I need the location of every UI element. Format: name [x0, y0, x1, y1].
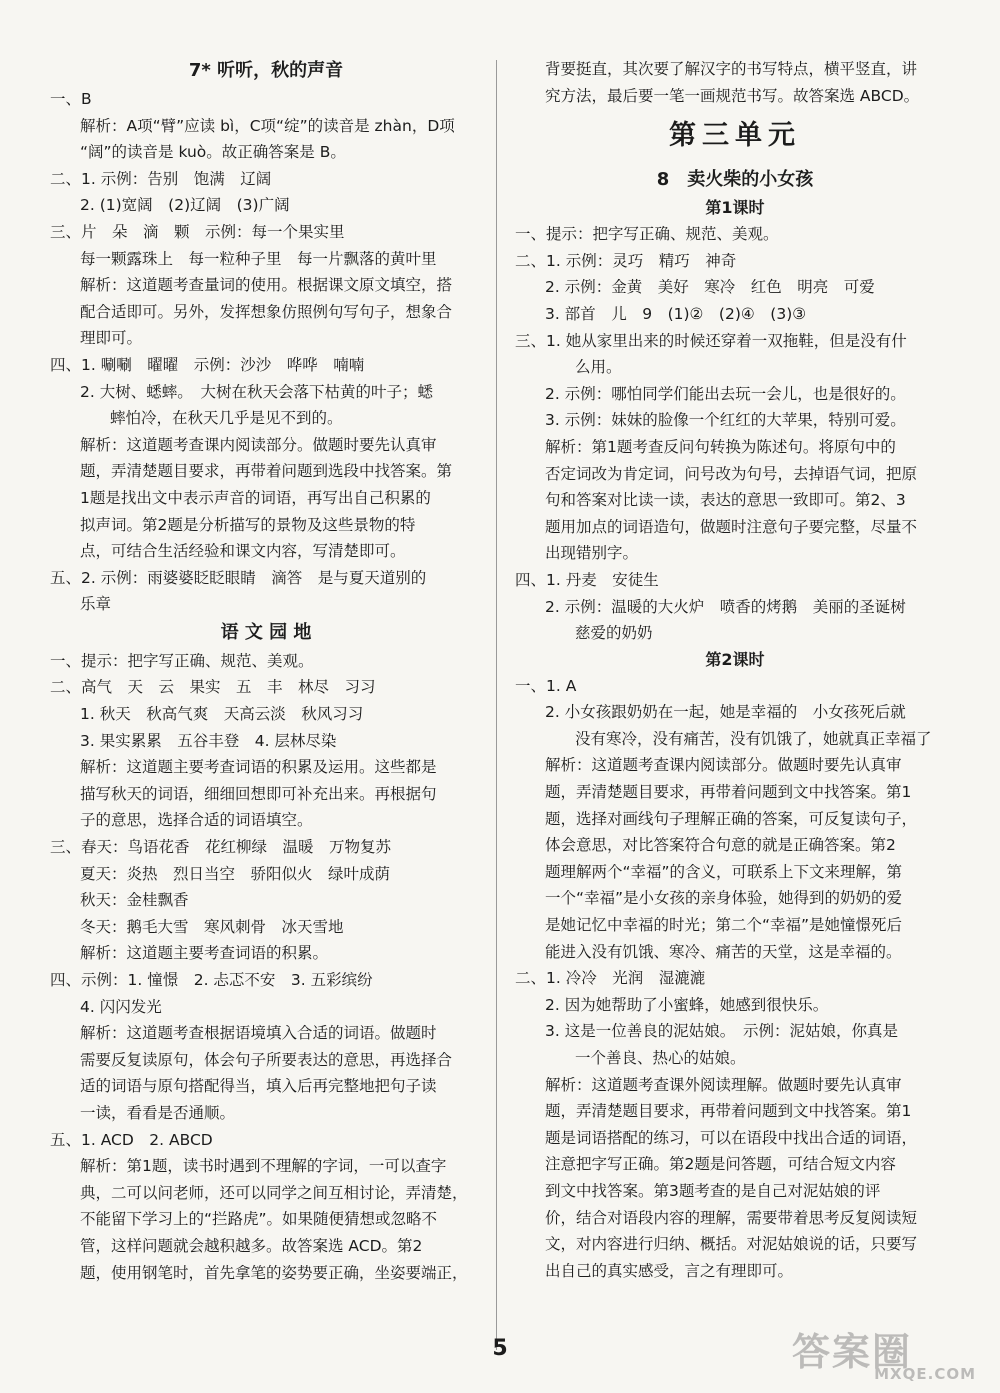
answer-line: 管，这样问题就会越积越多。故答案选 ACD。第2 — [80, 1236, 423, 1255]
answer-line: 秋天：金桂飘香 — [80, 891, 189, 910]
lesson-subtitle: 第1课时 — [705, 198, 765, 218]
answer-line: 蟀怕冷，在秋天几乎是见不到的。 — [110, 409, 343, 428]
answer-line: 2. 示例：哪怕同学们能出去玩一会儿，也是很好的。 — [545, 384, 906, 403]
answer-line: 解析：这道题考查课内阅读部分。做题时要先认真审 — [80, 435, 437, 454]
answer-line: 三、春天：鸟语花香 花红柳绿 温暖 万物复苏 — [50, 838, 392, 857]
answer-line: 3. 果实累累 五谷丰登 4. 层林尽染 — [80, 731, 337, 750]
column-divider — [496, 60, 497, 1350]
answer-line: 解析：A项“臂”应读 bì，C项“绽”的读音是 zhàn，D项 — [80, 116, 455, 135]
answer-line: 价，结合对语段内容的理解，需要带着思考反复阅读短 — [545, 1208, 918, 1227]
answer-line: 拟声词。第2题是分析描写的景物及这些景物的特 — [80, 515, 416, 534]
answer-line: 是她记忆中幸福的时光；第二个“幸福”是她憧憬死后 — [545, 916, 903, 935]
watermark-logo — [792, 1321, 982, 1383]
answer-line: 背要挺直，其次要了解汉字的书写特点，横平竖直，讲 — [545, 60, 918, 78]
answer-line: 解析：这道题考查课内阅读部分。做题时要先认真审 — [545, 756, 902, 775]
answer-line: 点，可结合生活经验和课文内容，写清楚即可。 — [80, 542, 406, 561]
section-title: 7* 听听，秋的声音 — [188, 60, 344, 81]
answer-line: 题，选择对画线句子理解正确的答案，可反复读句子， — [545, 809, 918, 828]
answer-line: 句和答案对比读一读，表达的意思一致即可。第2、3 — [545, 491, 906, 510]
answer-line: 解析：这道题考查根据语境填入合适的词语。做题时 — [80, 1024, 437, 1043]
answer-line: 题，弄清楚题目要求，再带着问题到文中找答案。第1 — [545, 1102, 912, 1121]
answer-line: 么用。 — [575, 358, 622, 377]
answer-line: 出现错别字。 — [545, 544, 639, 563]
answer-line: 每一颗露珠上 每一粒种子里 每一片飘落的黄叶里 — [80, 249, 437, 268]
answer-line: 3. 这是一位善良的泥姑娘。 示例：泥姑娘，你真是 — [545, 1022, 898, 1041]
answer-line: 文，对内容进行归纳、概括。对泥姑娘说的话，只要写 — [545, 1235, 918, 1254]
answer-line: 2. 因为她帮助了小蜜蜂，她感到很快乐。 — [545, 995, 829, 1014]
answer-line: 体会意思，对比答案符合句意的就是正确答案。第2 — [545, 836, 896, 855]
answer-line: 二、高气 天 云 果实 五 丰 林尽 习习 — [50, 678, 376, 697]
answer-line: 到文中找答案。第3题考查的是自己对泥姑娘的评 — [545, 1181, 881, 1200]
answer-line: 一、1. A — [515, 676, 577, 695]
answer-line: 一个善良、热心的姑娘。 — [575, 1049, 746, 1067]
watermark-en: MXQE.COM — [874, 1365, 976, 1383]
answer-line: 四、示例：1. 憧憬 2. 忐忑不安 3. 五彩缤纷 — [50, 971, 373, 989]
answer-line: 解析：这道题主要考查词语的积累。 — [80, 944, 329, 963]
answer-line: 不能留下学习上的“拦路虎”。如果随便猜想或忽略不 — [80, 1210, 438, 1229]
answer-line: 1. 秋天 秋高气爽 天高云淡 秋风习习 — [80, 705, 364, 724]
watermark-cn: 答案圈 — [792, 1330, 913, 1374]
answer-line: 出自己的真实感受，言之有理即可。 — [545, 1261, 794, 1280]
answer-line: 题用加点的词语造句，做题时注意句子要完整，尽量不 — [545, 517, 918, 536]
answer-line: 三、片 朵 滴 颗 示例：每一个果实里 — [50, 222, 345, 241]
answer-line: 配合适即可。另外，发挥想象仿照例句写句子，想象合 — [80, 302, 453, 321]
answer-line: 否定词改为肯定词，问号改为句号，去掉语气词，把原 — [545, 464, 918, 483]
answer-line: 适的词语与原句搭配得当，填入后再完整地把句子读 — [80, 1077, 437, 1096]
section-title: 语 文 园 地 — [220, 621, 312, 643]
answer-line: 二、1. 示例：告别 饱满 辽阔 — [50, 169, 272, 188]
answer-line: 能进入没有饥饿、寒冷、痛苦的天堂，这是幸福的。 — [545, 942, 902, 961]
answer-line: 乐章 — [80, 595, 112, 614]
answer-line: 没有寒冷，没有痛苦，没有饥饿了，她就真正幸福了 — [575, 729, 932, 748]
answer-line: 子的意思，选择合适的词语填空。 — [80, 811, 313, 830]
answer-line: 需要反复读原句，体会句子所要表达的意思，再选择合 — [80, 1050, 453, 1069]
answer-line: 一读，看看是否通顺。 — [80, 1103, 236, 1122]
answer-line: 冬天：鹅毛大雪 寒风刺骨 冰天雪地 — [80, 917, 344, 936]
answer-line: 四、1. 丹麦 安徒生 — [515, 570, 659, 589]
answer-line: 夏天：炎热 烈日当空 骄阳似火 绿叶成荫 — [80, 864, 391, 883]
answer-line: 2. 示例：温暖的大火炉 喷香的烤鹅 美丽的圣诞树 — [545, 597, 906, 616]
answer-line: 一、提示：把字写正确、规范、美观。 — [515, 225, 779, 244]
answer-line: 五、1. ACD 2. ABCD — [50, 1130, 213, 1149]
answer-line: 慈爱的奶奶 — [575, 624, 653, 643]
answer-line: 2. 示例：金黄 美好 寒冷 红色 明亮 可爱 — [545, 278, 875, 297]
answer-line: 一、B — [50, 90, 92, 108]
answer-line: 4. 闪闪发光 — [80, 997, 162, 1016]
answer-line: 解析：这道题主要考查词语的积累及运用。这些都是 — [80, 758, 437, 777]
answer-line: 二、1. 示例：灵巧 精巧 神奇 — [515, 251, 737, 270]
answer-line: 描写秋天的词语，细细回想即可补充出来。再根据句 — [80, 784, 437, 803]
answer-line: 题是词语搭配的练习，可以在语段中找出合适的词语， — [545, 1128, 918, 1147]
unit-title: 第三单元 — [669, 120, 801, 152]
answer-line: 解析：第1题，读书时遇到不理解的字词，一可以查字 — [80, 1157, 447, 1176]
section-title: 8 卖火柴的小女孩 — [656, 169, 814, 191]
page-number: 5 — [492, 1336, 508, 1361]
answer-line: 3. 部首 儿 9 (1)② (2)④ (3)③ — [545, 304, 807, 323]
answer-line: 三、1. 她从家里出来的时候还穿着一双拖鞋，但是没有什 — [515, 331, 907, 350]
answer-line: 2. 小女孩跟奶奶在一起，她是幸福的 小女孩死后就 — [545, 703, 906, 722]
answer-line: 2. 大树、蟋蟀。 大树在秋天会落下枯黄的叶子；蟋 — [80, 382, 433, 401]
lesson-subtitle: 第2课时 — [705, 649, 765, 669]
answer-line: 注意把字写正确。第2题是问答题，可结合短文内容 — [545, 1155, 896, 1174]
answer-line: 二、1. 冷冷 光润 湿漉漉 — [515, 969, 706, 988]
answer-line: 解析：这道题考查课外阅读理解。做题时要先认真审 — [545, 1075, 902, 1094]
answer-line: 五、2. 示例：雨婆婆眨眨眼睛 滴答 是与夏天道别的 — [50, 568, 427, 587]
left-column — [50, 56, 482, 1286]
right-column — [515, 56, 955, 1284]
answer-line: 2. (1)宽阔 (2)辽阔 (3)广阔 — [80, 196, 290, 215]
answer-line: 3. 示例：妹妹的脸像一个红红的大苹果，特别可爱。 — [545, 411, 906, 430]
answer-line: 理即可。 — [80, 329, 143, 348]
answer-line: 题理解两个“幸福”的含义，可联系上下文来理解，第 — [545, 862, 903, 881]
answer-line: 解析：这道题考查量词的使用。根据课文原文填空，搭 — [80, 276, 453, 295]
answer-line: “阔”的读音是 kuò。故正确答案是 B。 — [80, 143, 346, 162]
answer-line: 解析：第1题考查反问句转换为陈述句。将原句中的 — [545, 437, 896, 456]
answer-line: 一个“幸福”是小女孩的亲身体验，她得到的奶奶的爱 — [545, 889, 903, 908]
answer-line: 究方法，最后要一笔一画规范书写。故答案选 ABCD。 — [545, 86, 920, 105]
answer-line: 1题是找出文中表示声音的词语，再写出自己积累的 — [80, 488, 431, 507]
answer-line: 题，弄清楚题目要求，再带着问题到文中找答案。第1 — [545, 783, 912, 802]
answer-line: 一、提示：把字写正确、规范、美观。 — [50, 651, 314, 670]
answer-line: 四、1. 唰唰 曜曜 示例：沙沙 哗哗 喃喃 — [50, 355, 365, 374]
answer-line: 题，弄清楚题目要求，再带着问题到选段中找答案。第 — [80, 462, 453, 481]
answer-line: 题，使用钢笔时，首先拿笔的姿势要正确，坐姿要端正， — [80, 1263, 468, 1282]
answer-line: 典，二可以问老师，还可以同学之间互相讨论，弄清楚， — [80, 1183, 468, 1202]
